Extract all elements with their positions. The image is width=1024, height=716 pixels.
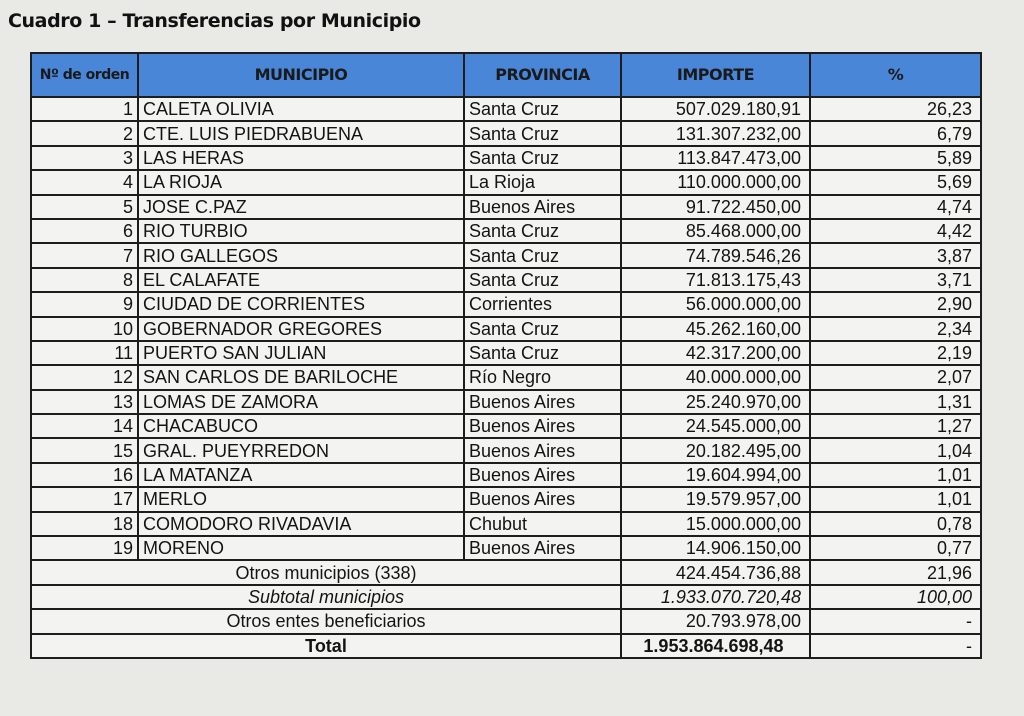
percent-cell: 1,04	[810, 438, 981, 462]
row-number: 7	[31, 243, 138, 267]
percent-cell: 2,07	[810, 365, 981, 389]
summary-importe: 20.793.978,00	[621, 609, 810, 633]
importe-cell: 24.545.000,00	[621, 414, 810, 438]
row-number: 9	[31, 292, 138, 316]
header-importe: IMPORTE	[621, 53, 810, 97]
municipio-cell: LAS HERAS	[138, 146, 464, 170]
municipio-cell: LA MATANZA	[138, 463, 464, 487]
summary-label: Subtotal municipios	[31, 585, 621, 609]
importe-cell: 42.317.200,00	[621, 341, 810, 365]
percent-cell: 2,19	[810, 341, 981, 365]
percent-cell: 5,69	[810, 170, 981, 194]
summary-row	[31, 560, 981, 584]
provincia-cell: Santa Cruz	[464, 97, 621, 121]
header-percent: %	[810, 53, 981, 97]
row-number: 18	[31, 512, 138, 536]
percent-cell: 5,89	[810, 146, 981, 170]
summary-percent: -	[810, 634, 981, 658]
row-number: 1	[31, 97, 138, 121]
provincia-cell: Río Negro	[464, 365, 621, 389]
row-number: 10	[31, 317, 138, 341]
table-row	[31, 195, 981, 219]
importe-cell: 14.906.150,00	[621, 536, 810, 560]
row-number: 17	[31, 487, 138, 511]
municipio-cell: CALETA OLIVIA	[138, 97, 464, 121]
provincia-cell: Santa Cruz	[464, 146, 621, 170]
municipio-cell: COMODORO RIVADAVIA	[138, 512, 464, 536]
municipio-cell: GOBERNADOR GREGORES	[138, 317, 464, 341]
table-row	[31, 170, 981, 194]
provincia-cell: Santa Cruz	[464, 121, 621, 145]
summary-row	[31, 609, 981, 633]
header-provincia: PROVINCIA	[464, 53, 621, 97]
provincia-cell: Buenos Aires	[464, 487, 621, 511]
importe-cell: 113.847.473,00	[621, 146, 810, 170]
provincia-cell: Buenos Aires	[464, 438, 621, 462]
provincia-cell: Santa Cruz	[464, 243, 621, 267]
importe-cell: 91.722.450,00	[621, 195, 810, 219]
municipio-cell: MERLO	[138, 487, 464, 511]
provincia-cell: Corrientes	[464, 292, 621, 316]
summary-importe: 1.953.864.698,48	[621, 634, 810, 658]
provincia-cell: La Rioja	[464, 170, 621, 194]
importe-cell: 507.029.180,91	[621, 97, 810, 121]
table-body	[31, 97, 981, 658]
summary-percent: 100,00	[810, 585, 981, 609]
municipio-cell: CTE. LUIS PIEDRABUENA	[138, 121, 464, 145]
provincia-cell: Santa Cruz	[464, 341, 621, 365]
table-row	[31, 438, 981, 462]
percent-cell: 0,78	[810, 512, 981, 536]
municipio-cell: MORENO	[138, 536, 464, 560]
table-row	[31, 341, 981, 365]
provincia-cell: Buenos Aires	[464, 414, 621, 438]
row-number: 11	[31, 341, 138, 365]
row-number: 4	[31, 170, 138, 194]
percent-cell: 0,77	[810, 536, 981, 560]
importe-cell: 15.000.000,00	[621, 512, 810, 536]
percent-cell: 26,23	[810, 97, 981, 121]
percent-cell: 3,87	[810, 243, 981, 267]
row-number: 14	[31, 414, 138, 438]
percent-cell: 1,01	[810, 463, 981, 487]
municipio-cell: RIO GALLEGOS	[138, 243, 464, 267]
importe-cell: 71.813.175,43	[621, 268, 810, 292]
table-row	[31, 219, 981, 243]
table-row	[31, 146, 981, 170]
importe-cell: 110.000.000,00	[621, 170, 810, 194]
percent-cell: 2,90	[810, 292, 981, 316]
row-number: 15	[31, 438, 138, 462]
municipio-cell: JOSE C.PAZ	[138, 195, 464, 219]
importe-cell: 40.000.000,00	[621, 365, 810, 389]
summary-importe: 1.933.070.720,48	[621, 585, 810, 609]
municipio-cell: LA RIOJA	[138, 170, 464, 194]
percent-cell: 4,42	[810, 219, 981, 243]
importe-cell: 20.182.495,00	[621, 438, 810, 462]
percent-cell: 1,27	[810, 414, 981, 438]
percent-cell: 1,01	[810, 487, 981, 511]
provincia-cell: Chubut	[464, 512, 621, 536]
provincia-cell: Buenos Aires	[464, 536, 621, 560]
summary-row	[31, 634, 981, 658]
provincia-cell: Santa Cruz	[464, 268, 621, 292]
row-number: 6	[31, 219, 138, 243]
table-row	[31, 268, 981, 292]
provincia-cell: Santa Cruz	[464, 219, 621, 243]
table-row	[31, 365, 981, 389]
row-number: 12	[31, 365, 138, 389]
transfers-table	[30, 52, 982, 659]
row-number: 2	[31, 121, 138, 145]
municipio-cell: CIUDAD DE CORRIENTES	[138, 292, 464, 316]
summary-label: Otros entes beneficiarios	[31, 609, 621, 633]
summary-row	[31, 585, 981, 609]
table-row	[31, 536, 981, 560]
summary-percent: 21,96	[810, 560, 981, 584]
table-row	[31, 121, 981, 145]
row-number: 5	[31, 195, 138, 219]
summary-label: Otros municipios (338)	[31, 560, 621, 584]
percent-cell: 3,71	[810, 268, 981, 292]
municipio-cell: CHACABUCO	[138, 414, 464, 438]
importe-cell: 74.789.546,26	[621, 243, 810, 267]
table-row	[31, 414, 981, 438]
provincia-cell: Buenos Aires	[464, 195, 621, 219]
percent-cell: 4,74	[810, 195, 981, 219]
table-row	[31, 487, 981, 511]
provincia-cell: Buenos Aires	[464, 390, 621, 414]
municipio-cell: RIO TURBIO	[138, 219, 464, 243]
importe-cell: 45.262.160,00	[621, 317, 810, 341]
provincia-cell: Buenos Aires	[464, 463, 621, 487]
importe-cell: 25.240.970,00	[621, 390, 810, 414]
header-municipio: MUNICIPIO	[138, 53, 464, 97]
table-row	[31, 243, 981, 267]
table-row	[31, 512, 981, 536]
row-number: 3	[31, 146, 138, 170]
row-number: 19	[31, 536, 138, 560]
importe-cell: 85.468.000,00	[621, 219, 810, 243]
table-row	[31, 317, 981, 341]
summary-label: Total	[31, 634, 621, 658]
importe-cell: 131.307.232,00	[621, 121, 810, 145]
row-number: 16	[31, 463, 138, 487]
importe-cell: 19.604.994,00	[621, 463, 810, 487]
percent-cell: 1,31	[810, 390, 981, 414]
header-row	[31, 53, 981, 97]
row-number: 8	[31, 268, 138, 292]
importe-cell: 56.000.000,00	[621, 292, 810, 316]
summary-importe: 424.454.736,88	[621, 560, 810, 584]
table-row	[31, 292, 981, 316]
municipio-cell: PUERTO SAN JULIAN	[138, 341, 464, 365]
summary-percent: -	[810, 609, 981, 633]
table-row	[31, 390, 981, 414]
municipio-cell: SAN CARLOS DE BARILOCHE	[138, 365, 464, 389]
percent-cell: 2,34	[810, 317, 981, 341]
table-title: Cuadro 1 – Transferencias por Municipio	[8, 10, 421, 32]
provincia-cell: Santa Cruz	[464, 317, 621, 341]
percent-cell: 6,79	[810, 121, 981, 145]
municipio-cell: LOMAS DE ZAMORA	[138, 390, 464, 414]
importe-cell: 19.579.957,00	[621, 487, 810, 511]
table-row	[31, 463, 981, 487]
row-number: 13	[31, 390, 138, 414]
municipio-cell: EL CALAFATE	[138, 268, 464, 292]
municipio-cell: GRAL. PUEYRREDON	[138, 438, 464, 462]
table-row	[31, 97, 981, 121]
header-order: Nº de orden	[31, 53, 138, 97]
